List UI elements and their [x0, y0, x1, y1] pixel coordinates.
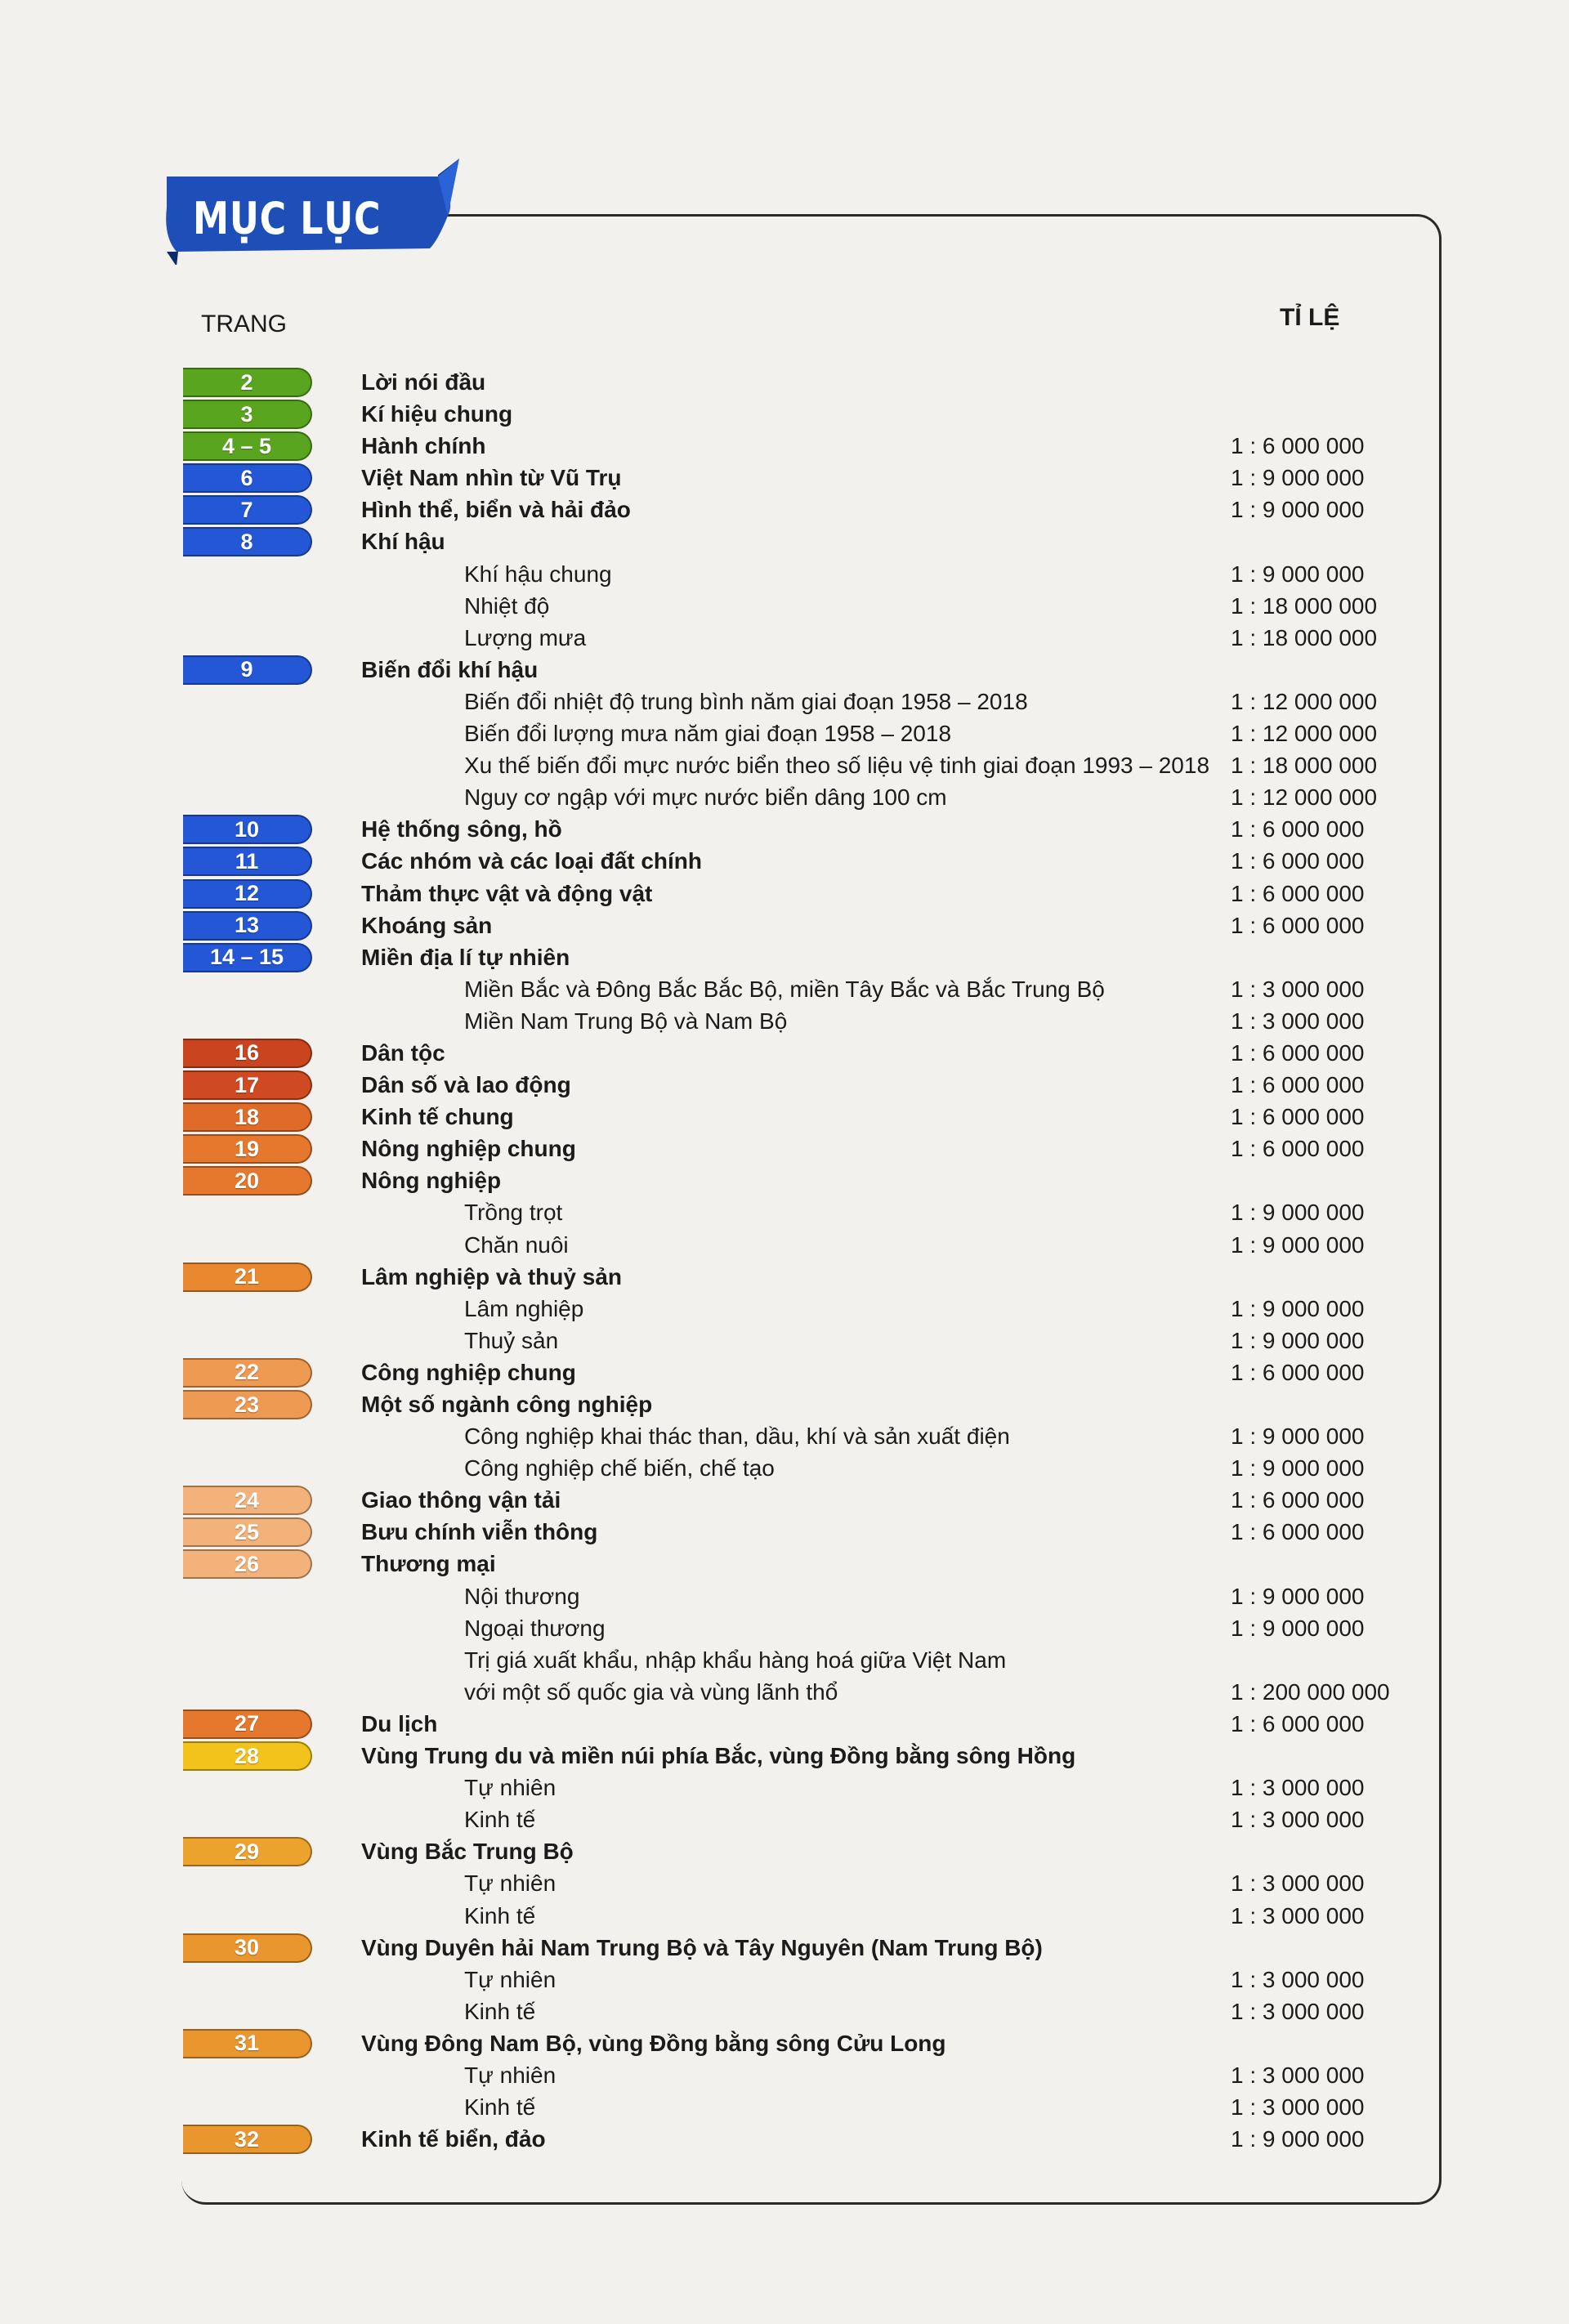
toc-entry-title[interactable]: Thảm thực vật và động vật	[361, 880, 653, 906]
page-number-badge[interactable]: 2	[183, 368, 312, 397]
map-scale: 1 : 9 000 000	[1231, 1615, 1365, 1641]
map-scale: 1 : 6 000 000	[1231, 848, 1365, 874]
toc-list	[0, 366, 1569, 2155]
page-number-badge[interactable]: 11	[183, 847, 312, 876]
page-number-badge[interactable]: 28	[183, 1741, 312, 1771]
toc-subentry-title[interactable]: Xu thế biến đổi mực nước biển theo số liệu vệ tinh giai đoạn 1993 – 2018	[464, 753, 1210, 779]
toc-row[interactable]	[0, 909, 1569, 941]
toc-row[interactable]	[0, 1932, 1569, 1964]
map-scale: 1 : 6 000 000	[1231, 1136, 1365, 1162]
page-number-badge[interactable]: 18	[183, 1102, 312, 1132]
toc-subentry-title[interactable]: Nhiệt độ	[464, 592, 550, 619]
toc-row[interactable]	[0, 1420, 1569, 1452]
page-number-badge[interactable]: 22	[183, 1358, 312, 1388]
toc-row[interactable]	[0, 590, 1569, 622]
toc-subentry-title[interactable]: Công nghiệp chế biến, chế tạo	[464, 1455, 775, 1482]
page-number-badge[interactable]: 6	[183, 463, 312, 493]
page-number-badge[interactable]: 20	[183, 1166, 312, 1196]
map-scale: 1 : 18 000 000	[1231, 592, 1378, 619]
toc-row[interactable]	[0, 1452, 1569, 1484]
map-scale: 1 : 6 000 000	[1231, 880, 1365, 906]
map-scale: 1 : 3 000 000	[1231, 2094, 1365, 2121]
toc-row[interactable]	[0, 430, 1569, 462]
toc-row[interactable]	[0, 1133, 1569, 1164]
toc-row[interactable]	[0, 525, 1569, 557]
toc-row[interactable]	[0, 398, 1569, 430]
toc-entry-title[interactable]: Hành chính	[361, 433, 486, 459]
map-scale: 1 : 9 000 000	[1231, 1231, 1365, 1258]
toc-subentry-title[interactable]: Kinh tế	[464, 1902, 536, 1928]
map-scale: 1 : 6 000 000	[1231, 1359, 1365, 1385]
toc-subentry-title[interactable]: Trị giá xuất khẩu, nhập khẩu hàng hoá giữa Việt Nam	[464, 1647, 1007, 1673]
map-scale: 1 : 3 000 000	[1231, 1902, 1365, 1928]
toc-row[interactable]	[0, 1867, 1569, 1899]
toc-row[interactable]	[0, 1708, 1569, 1740]
page-number-badge[interactable]: 25	[183, 1517, 312, 1547]
page-number-badge[interactable]: 27	[183, 1709, 312, 1739]
toc-row[interactable]	[0, 1484, 1569, 1516]
toc-subentry-title[interactable]: Khí hậu chung	[464, 561, 612, 587]
page-number-badge[interactable]: 12	[183, 879, 312, 909]
toc-row[interactable]	[0, 1164, 1569, 1196]
toc-subentry-title[interactable]: Trồng trọt	[464, 1200, 563, 1226]
page-number-badge[interactable]: 7	[183, 495, 312, 525]
map-scale: 1 : 9 000 000	[1231, 2126, 1365, 2152]
toc-row[interactable]	[0, 1101, 1569, 1133]
toc-row[interactable]	[0, 1580, 1569, 1612]
toc-entry-title[interactable]: Kí hiệu chung	[361, 401, 513, 427]
toc-subentry-title[interactable]: Miền Nam Trung Bộ và Nam Bộ	[464, 1008, 788, 1034]
toc-entry-title[interactable]: Vùng Trung du và miền núi phía Bắc, vùng Đồng bằng sông Hồng	[361, 1743, 1076, 1769]
map-scale: 1 : 6 000 000	[1231, 1039, 1365, 1066]
toc-subentry-title[interactable]: Lượng mưa	[464, 624, 587, 650]
toc-row[interactable]	[0, 2059, 1569, 2091]
page-title: MỤC LỤC	[193, 193, 382, 244]
page-number-badge[interactable]: 21	[183, 1263, 312, 1292]
toc-row[interactable]	[0, 1516, 1569, 1548]
page-number-badge[interactable]: 10	[183, 815, 312, 844]
toc-row[interactable]	[0, 1196, 1569, 1228]
toc-entry-title[interactable]: Một số ngành công nghiệp	[361, 1392, 653, 1417]
toc-entry-title[interactable]: Hình thể, biển và hải đảo	[361, 497, 631, 523]
toc-entry-title[interactable]: Khí hậu	[361, 529, 445, 555]
toc-entry-title[interactable]: Công nghiệp chung	[361, 1359, 576, 1385]
toc-row[interactable]	[0, 781, 1569, 813]
toc-row[interactable]	[0, 1740, 1569, 1772]
toc-row[interactable]	[0, 1900, 1569, 1932]
map-scale: 1 : 9 000 000	[1231, 1200, 1365, 1226]
map-scale: 1 : 9 000 000	[1231, 1583, 1365, 1609]
page-number-badge[interactable]: 23	[183, 1390, 312, 1419]
toc-entry-title[interactable]: Dân số và lao động	[361, 1072, 571, 1098]
toc-row[interactable]	[0, 1325, 1569, 1356]
toc-entry-title[interactable]: Việt Nam nhìn từ Vũ Trụ	[361, 465, 622, 491]
toc-entry-title[interactable]: Hệ thống sông, hồ	[361, 816, 562, 842]
toc-row[interactable]	[0, 1644, 1569, 1676]
toc-entry-title[interactable]: Dân tộc	[361, 1039, 445, 1066]
toc-entry-title[interactable]: Các nhóm và các loại đất chính	[361, 848, 703, 874]
toc-subentry-title[interactable]: Kinh tế	[464, 1998, 536, 2024]
toc-row[interactable]	[0, 1037, 1569, 1069]
map-scale: 1 : 9 000 000	[1231, 1327, 1365, 1353]
toc-subentry-title[interactable]: Công nghiệp khai thác than, dầu, khí và sản xuất điện	[464, 1423, 1010, 1450]
toc-entry-title[interactable]: Miền địa lí tự nhiên	[361, 944, 570, 970]
map-scale: 1 : 6 000 000	[1231, 816, 1365, 842]
toc-row[interactable]	[0, 1835, 1569, 1867]
toc-row[interactable]	[0, 1996, 1569, 2027]
toc-subentry-title[interactable]: Tự nhiên	[464, 1966, 557, 1992]
toc-row[interactable]	[0, 1612, 1569, 1644]
toc-subentry-title[interactable]: Lâm nghiệp	[464, 1295, 584, 1321]
column-header-page: TRANG	[201, 311, 287, 337]
toc-row[interactable]	[0, 494, 1569, 525]
page-number-badge[interactable]: 14 – 15	[183, 943, 312, 972]
toc-row[interactable]	[0, 845, 1569, 877]
toc-row[interactable]	[0, 941, 1569, 973]
page-number-badge[interactable]: 29	[183, 1837, 312, 1866]
toc-subentry-title[interactable]: Chăn nuôi	[464, 1231, 569, 1258]
toc-entry-title[interactable]: Giao thông vận tải	[361, 1487, 561, 1513]
toc-row[interactable]	[0, 749, 1569, 781]
page-number-badge[interactable]: 3	[183, 400, 312, 429]
toc-row[interactable]	[0, 1964, 1569, 1996]
toc-subentry-title[interactable]: Nguy cơ ngập với mực nước biển dâng 100 cm	[464, 784, 947, 811]
toc-subentry-title[interactable]: với một số quốc gia và vùng lãnh thổ	[464, 1678, 838, 1705]
map-scale: 1 : 3 000 000	[1231, 1775, 1365, 1801]
map-scale: 1 : 9 000 000	[1231, 1455, 1365, 1482]
toc-row[interactable]	[0, 1772, 1569, 1803]
toc-subentry-title[interactable]: Nội thương	[464, 1583, 580, 1609]
page-number-badge[interactable]: 8	[183, 527, 312, 556]
toc-entry-title[interactable]: Vùng Bắc Trung Bộ	[361, 1839, 574, 1865]
column-header-scale: TỈ LỆ	[1280, 304, 1340, 331]
map-scale: 1 : 3 000 000	[1231, 2062, 1365, 2088]
toc-subentry-title[interactable]: Ngoại thương	[464, 1615, 606, 1641]
map-scale: 1 : 6 000 000	[1231, 1487, 1365, 1513]
map-scale: 1 : 6 000 000	[1231, 1104, 1365, 1130]
page-number-badge[interactable]: 24	[183, 1486, 312, 1515]
map-scale: 1 : 3 000 000	[1231, 976, 1365, 1002]
page-number-badge[interactable]: 13	[183, 911, 312, 941]
toc-entry-title[interactable]: Lâm nghiệp và thuỷ sản	[361, 1263, 622, 1289]
map-scale: 1 : 6 000 000	[1231, 1072, 1365, 1098]
toc-subentry-title[interactable]: Biến đổi nhiệt độ trung bình năm giai đoạn 1958 – 2018	[464, 688, 1028, 714]
map-scale: 1 : 6 000 000	[1231, 1710, 1365, 1736]
map-scale: 1 : 6 000 000	[1231, 1519, 1365, 1545]
toc-row[interactable]	[0, 813, 1569, 845]
map-scale: 1 : 3 000 000	[1231, 1966, 1365, 1992]
toc-row[interactable]	[0, 1356, 1569, 1388]
toc-row[interactable]	[0, 1548, 1569, 1580]
map-scale: 1 : 9 000 000	[1231, 1295, 1365, 1321]
toc-row[interactable]	[0, 1069, 1569, 1101]
title-banner	[160, 159, 459, 265]
toc-row[interactable]	[0, 1229, 1569, 1261]
map-scale: 1 : 9 000 000	[1231, 497, 1365, 523]
map-scale: 1 : 200 000 000	[1231, 1678, 1390, 1705]
toc-row[interactable]	[0, 2091, 1569, 2123]
toc-subentry-title[interactable]: Kinh tế	[464, 2094, 536, 2121]
toc-entry-title[interactable]: Kinh tế chung	[361, 1104, 514, 1130]
map-scale: 1 : 12 000 000	[1231, 688, 1378, 714]
toc-row[interactable]	[0, 1676, 1569, 1708]
map-scale: 1 : 9 000 000	[1231, 465, 1365, 491]
map-scale: 1 : 3 000 000	[1231, 1870, 1365, 1897]
toc-entry-title[interactable]: Khoáng sản	[361, 912, 493, 938]
toc-subentry-title[interactable]: Tự nhiên	[464, 1775, 557, 1801]
toc-row[interactable]	[0, 1005, 1569, 1037]
page-number-badge[interactable]: 31	[183, 2029, 312, 2058]
toc-entry-title[interactable]: Nông nghiệp	[361, 1168, 502, 1194]
toc-subentry-title[interactable]: Tự nhiên	[464, 2062, 557, 2088]
map-scale: 1 : 9 000 000	[1231, 1423, 1365, 1450]
page-number-badge[interactable]: 26	[183, 1549, 312, 1579]
toc-entry-title[interactable]: Biến đổi khí hậu	[361, 656, 539, 682]
toc-row[interactable]	[0, 973, 1569, 1005]
toc-entry-title[interactable]: Du lịch	[361, 1710, 438, 1736]
toc-row[interactable]	[0, 1261, 1569, 1293]
page-number-badge[interactable]: 17	[183, 1070, 312, 1100]
page-number-badge[interactable]: 32	[183, 2125, 312, 2154]
toc-row[interactable]	[0, 717, 1569, 749]
map-scale: 1 : 18 000 000	[1231, 624, 1378, 650]
page-number-badge[interactable]: 4 – 5	[183, 431, 312, 461]
toc-row[interactable]	[0, 366, 1569, 398]
map-scale: 1 : 6 000 000	[1231, 433, 1365, 459]
toc-row[interactable]	[0, 622, 1569, 654]
map-scale: 1 : 12 000 000	[1231, 784, 1378, 811]
toc-row[interactable]	[0, 686, 1569, 717]
map-scale: 1 : 3 000 000	[1231, 1998, 1365, 2024]
map-scale: 1 : 3 000 000	[1231, 1807, 1365, 1833]
page-number-badge[interactable]: 16	[183, 1039, 312, 1068]
page-number-badge[interactable]: 19	[183, 1134, 312, 1164]
toc-subentry-title[interactable]: Tự nhiên	[464, 1870, 557, 1897]
toc-entry-title[interactable]: Vùng Đông Nam Bộ, vùng Đồng bằng sông Cửu Long	[361, 2030, 946, 2056]
map-scale: 1 : 3 000 000	[1231, 1008, 1365, 1034]
toc-row[interactable]	[0, 1388, 1569, 1420]
map-scale: 1 : 12 000 000	[1231, 721, 1378, 747]
map-scale: 1 : 6 000 000	[1231, 912, 1365, 938]
toc-row[interactable]	[0, 558, 1569, 590]
toc-entry-title[interactable]: Lời nói đầu	[361, 369, 486, 395]
toc-row[interactable]	[0, 878, 1569, 909]
toc-subentry-title[interactable]: Thuỷ sản	[464, 1327, 559, 1353]
toc-subentry-title[interactable]: Miền Bắc và Đông Bắc Bắc Bộ, miền Tây Bắc và Bắc Trung Bộ	[464, 976, 1105, 1002]
toc-entry-title[interactable]: Vùng Duyên hải Nam Trung Bộ và Tây Nguyên (Nam Trung Bộ)	[361, 1934, 1043, 1960]
toc-entry-title[interactable]: Bưu chính viễn thông	[361, 1519, 598, 1545]
toc-row[interactable]	[0, 2027, 1569, 2059]
map-scale: 1 : 18 000 000	[1231, 753, 1378, 779]
map-scale: 1 : 9 000 000	[1231, 561, 1365, 587]
toc-subentry-title[interactable]: Kinh tế	[464, 1807, 536, 1833]
page-number-badge[interactable]: 9	[183, 655, 312, 685]
page-number-badge[interactable]: 30	[183, 1933, 312, 1963]
toc-row[interactable]	[0, 1293, 1569, 1325]
toc-row[interactable]	[0, 654, 1569, 686]
toc-entry-title[interactable]: Kinh tế biển, đảo	[361, 2126, 546, 2152]
toc-subentry-title[interactable]: Biến đổi lượng mưa năm giai đoạn 1958 – 2018	[464, 721, 952, 747]
toc-entry-title[interactable]: Thương mại	[361, 1551, 496, 1577]
toc-entry-title[interactable]: Nông nghiệp chung	[361, 1136, 576, 1162]
toc-row[interactable]	[0, 1803, 1569, 1835]
toc-row[interactable]	[0, 2123, 1569, 2155]
toc-row[interactable]	[0, 462, 1569, 494]
